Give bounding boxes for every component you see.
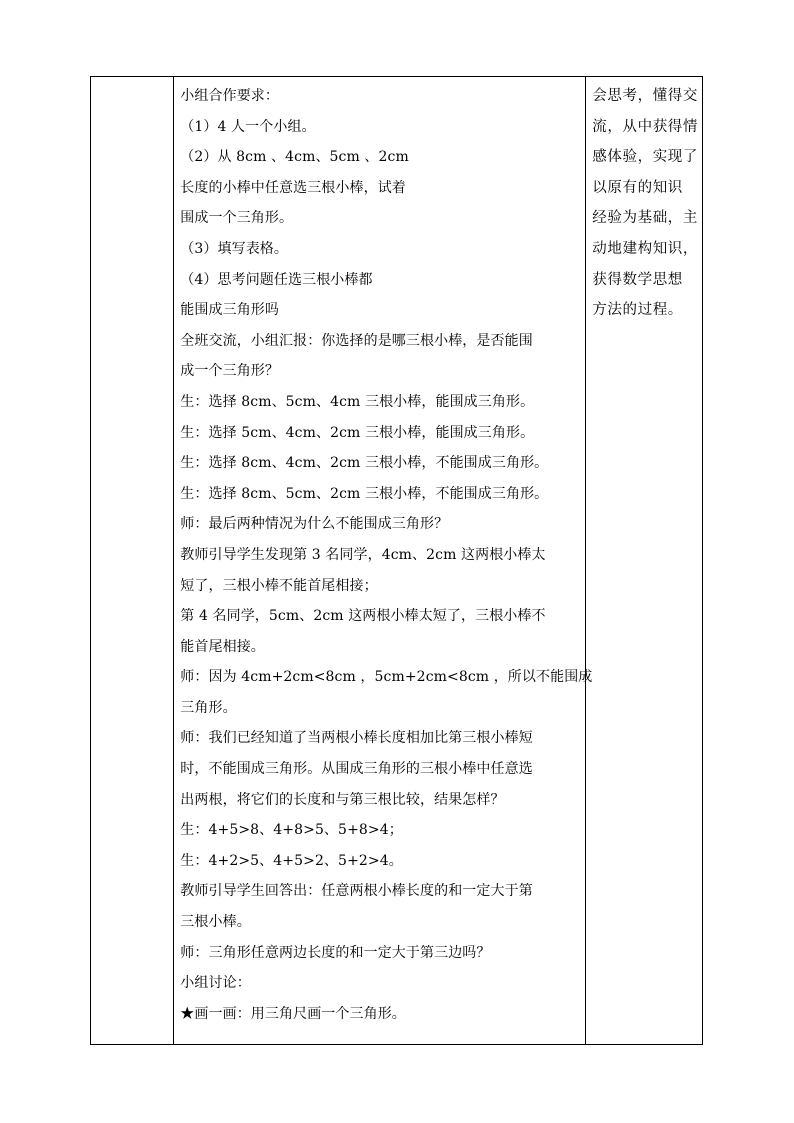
process-text-line: 全班交流，小组汇报：你选择的是哪三根小棒，是否能围	[180, 332, 533, 349]
process-text-line: 能围成三角形吗	[180, 302, 279, 319]
process-text-line: ★画一画：用三角尺画一个三角形。	[180, 1005, 406, 1022]
process-text-line: 教师引导学生发现第 3 名同学，4cm、2cm 这两根小棒太	[180, 546, 546, 563]
process-text-line: 生：4+2>5、4+5>2、5+2>4。	[180, 852, 403, 869]
process-text-line: 成一个三角形？	[180, 363, 279, 380]
intent-text-line: 获得数学思想	[592, 271, 683, 288]
process-text-line: 师：我们已经知道了当两根小棒长度相加比第三根小棒短	[180, 730, 533, 747]
process-text-line: 师：最后两种情况为什么不能围成三角形？	[180, 516, 449, 533]
process-text-line: 长度的小棒中任意选三根小棒，试着	[180, 179, 406, 196]
intent-text-line: 方法的过程。	[592, 302, 683, 319]
intent-text-line: 感体验，实现了	[592, 149, 698, 166]
process-text-line: 生：选择 8cm、5cm、4cm 三根小棒，能围成三角形。	[180, 393, 535, 410]
process-text-line: 围成一个三角形。	[180, 210, 294, 227]
intent-text-line: 会思考，懂得交	[592, 88, 698, 104]
process-text-line: 三角形。	[180, 699, 237, 716]
process-text-line: （2）从 8cm 、4cm、5cm 、2cm	[180, 149, 409, 166]
process-text-line: 生：4+5>8、4+8>5、5+8>4；	[180, 822, 403, 839]
process-text-line: 生：选择 5cm、4cm、2cm 三根小棒，能围成三角形。	[180, 424, 535, 441]
process-text-line: 师：因为 4cm+2cm<8cm ，5cm+2cm<8cm ，所以不能围成	[180, 669, 593, 686]
process-text-line: 第 4 名同学，5cm、2cm 这两根小棒太短了，三根小棒不	[180, 608, 546, 625]
process-text-line: 时，不能围成三角形。从围成三角形的三根小棒中任意选	[180, 761, 533, 778]
process-text-line: 生：选择 8cm、4cm、2cm 三根小棒，不能围成三角形。	[180, 455, 549, 472]
process-text-line: 出两根，将它们的长度和与第三根比较，结果怎样？	[180, 791, 505, 808]
process-text-line: 生：选择 8cm、5cm、2cm 三根小棒，不能围成三角形。	[180, 485, 549, 502]
process-text-line: （3）填写表格。	[180, 240, 289, 257]
process-text-line: 短了，三根小棒不能首尾相接；	[180, 577, 378, 594]
process-text-line: 师：三角形任意两边长度的和一定大于第三边吗？	[180, 944, 491, 961]
teaching-process-cell	[174, 77, 593, 1044]
process-text-line: 能首尾相接。	[180, 638, 265, 655]
process-text-line: 小组讨论：	[180, 975, 251, 992]
design-intent-cell	[586, 77, 702, 1044]
stage-column-cell	[91, 77, 174, 1044]
intent-text-line: 以原有的知识	[592, 179, 683, 196]
lesson-plan-table	[90, 76, 703, 1045]
process-text-line: 三根小棒。	[180, 914, 251, 931]
process-text-line: 小组合作要求：	[180, 88, 279, 104]
intent-text-line: 经验为基础，主	[592, 210, 698, 227]
process-text-line: （1）4 人一个小组。	[180, 118, 316, 135]
process-text-line: 教师引导学生回答出：任意两根小棒长度的和一定大于第	[180, 883, 533, 900]
process-text-line: （4）思考问题任选三根小棒都	[180, 271, 373, 288]
intent-text-line: 动地建构知识，	[592, 240, 698, 257]
intent-text-line: 流，从中获得情	[592, 118, 698, 135]
